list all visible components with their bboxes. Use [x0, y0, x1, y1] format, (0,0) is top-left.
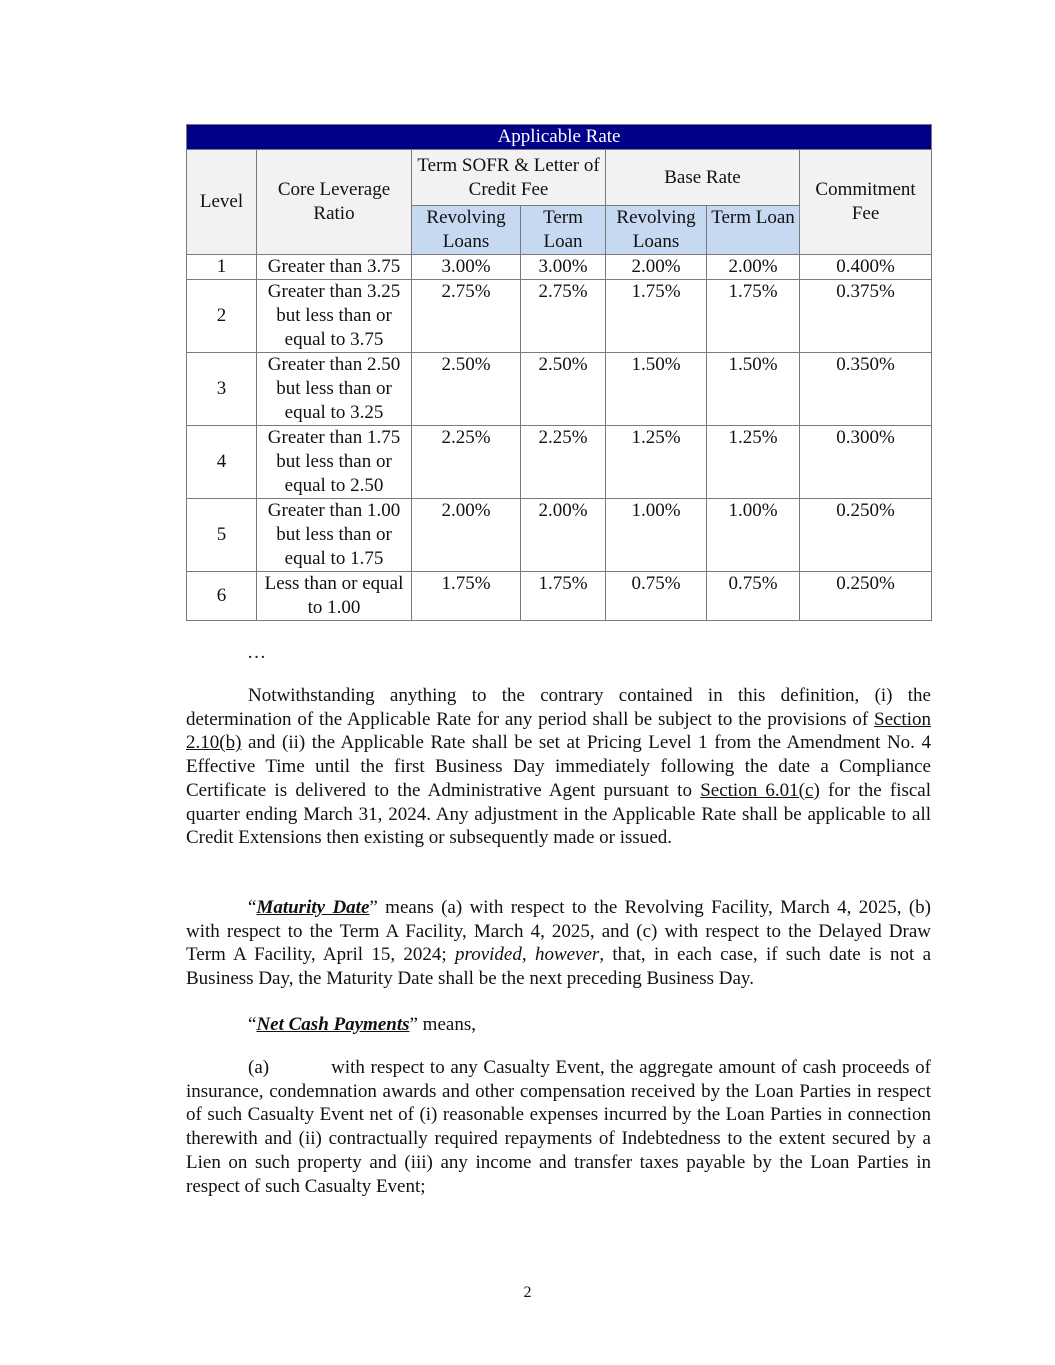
ellipsis: … [247, 642, 266, 663]
cell-sofr-revolving: 2.25% [412, 426, 521, 499]
header-term-sofr: Term SOFR & Letter of Credit Fee [412, 150, 606, 206]
applicable-rate-table [186, 124, 932, 621]
cell-ratio: Greater than 1.75 but less than or equal to 2.50 [257, 426, 412, 499]
cell-commitment-fee: 0.250% [800, 572, 932, 621]
cell-commitment-fee: 0.250% [800, 499, 932, 572]
text: ” means, [409, 1014, 476, 1035]
cell-sofr-term: 2.25% [521, 426, 606, 499]
cell-level: 3 [187, 353, 257, 426]
cell-sofr-revolving: 3.00% [412, 255, 521, 280]
cell-base-revolving: 1.25% [606, 426, 707, 499]
cell-ratio: Greater than 3.25 but less than or equal to 3.75 [257, 280, 412, 353]
table-row [187, 426, 932, 499]
header-base-term: Term Loan [707, 206, 800, 255]
paragraph-applicable-rate-notwithstanding [186, 684, 931, 850]
cell-sofr-term: 2.75% [521, 280, 606, 353]
header-sofr-term: Term Loan [521, 206, 606, 255]
text: for the fiscal quarter ending March 31, 2024. Any adjustment in the Applicable Rate shall be applicable to all Credit Extensions then existing or subsequently made or issued. [186, 779, 932, 849]
cell-base-revolving: 1.00% [606, 499, 707, 572]
quote: “ [248, 1014, 257, 1035]
cell-ratio: Greater than 3.75 [257, 255, 412, 280]
clause-label: (a) [248, 1057, 270, 1078]
header-core-leverage-ratio: Core Leverage Ratio [257, 150, 412, 255]
section-2-10-b-link[interactable]: Section 2.10(b) [186, 708, 931, 754]
text: , that, in each case, if such date is not a Business Day, the Maturity Date shall be the next preceding Business Day. [186, 944, 932, 990]
table-row [187, 499, 932, 572]
cell-sofr-term: 2.00% [521, 499, 606, 572]
italic-provided: provided [455, 944, 522, 966]
defined-term-net-cash-payments: Net Cash Payments [256, 1014, 410, 1035]
cell-level: 2 [187, 280, 257, 353]
text: with respect to any Casualty Event, the aggregate amount of cash proceeds of insurance, condemnation awards and other compensation received by the Loan Parties in respect of such Casualty Event net of (i) reasonable expenses incurred by the Loan Parties in connection therewith and (ii) contractually required repayments of Indebtedness to the extent secured by a Lien on such property and (iii) any income and transfer taxes payable by the Loan Parties in respect of such Casualty Event; [186, 1057, 931, 1197]
cell-level: 4 [187, 426, 257, 499]
cell-base-term: 2.00% [707, 255, 800, 280]
cell-sofr-term: 1.75% [521, 572, 606, 621]
quote: “ [248, 897, 257, 918]
italic-however: however [534, 944, 600, 966]
cell-base-revolving: 1.75% [606, 280, 707, 353]
cell-sofr-revolving: 2.50% [412, 353, 521, 426]
cell-ratio: Greater than 2.50 but less than or equal to 3.25 [257, 353, 412, 426]
cell-commitment-fee: 0.400% [800, 255, 932, 280]
cell-commitment-fee: 0.375% [800, 280, 932, 353]
header-sofr-revolving: Revolving Loans [412, 206, 521, 255]
cell-sofr-revolving: 2.75% [412, 280, 521, 353]
cell-commitment-fee: 0.300% [800, 426, 932, 499]
cell-base-revolving: 0.75% [606, 572, 707, 621]
cell-level: 5 [187, 499, 257, 572]
cell-level: 6 [187, 572, 257, 621]
header-level: Level [187, 150, 257, 255]
cell-base-term: 0.75% [707, 572, 800, 621]
cell-sofr-term: 2.50% [521, 353, 606, 426]
cell-ratio: Greater than 1.00 but less than or equal to 1.75 [257, 499, 412, 572]
table-row [187, 572, 932, 621]
cell-base-term: 1.25% [707, 426, 800, 499]
header-base-revolving: Revolving Loans [606, 206, 707, 255]
section-6-01-c-link[interactable]: Section 6.01(c) [700, 779, 820, 801]
header-base-rate: Base Rate [606, 150, 800, 206]
table-title: Applicable Rate [187, 125, 932, 150]
page-number: 2 [523, 1284, 532, 1301]
table-row [187, 280, 932, 353]
paragraph-maturity-date [186, 896, 931, 991]
cell-base-term: 1.00% [707, 499, 800, 572]
cell-commitment-fee: 0.350% [800, 353, 932, 426]
paragraph-clause-a [186, 1056, 931, 1198]
cell-base-revolving: 2.00% [606, 255, 707, 280]
paragraph-net-cash-payments [186, 1013, 931, 1037]
cell-sofr-term: 3.00% [521, 255, 606, 280]
header-commitment-fee: Commitment Fee [800, 150, 932, 255]
cell-base-term: 1.50% [707, 353, 800, 426]
text: , [521, 944, 535, 966]
cell-sofr-revolving: 2.00% [412, 499, 521, 572]
cell-sofr-revolving: 1.75% [412, 572, 521, 621]
table-row [187, 353, 932, 426]
cell-level: 1 [187, 255, 257, 280]
cell-base-term: 1.75% [707, 280, 800, 353]
cell-base-revolving: 1.50% [606, 353, 707, 426]
text: and (ii) the Applicable Rate shall be set at Pricing Level 1 from the Amendment No. 4 Effective Time until the first Business Day immediately following the date a Compliance Certificate is delivered to the Administrative Agent pursuant to [186, 732, 931, 801]
table-row [187, 255, 932, 280]
cell-ratio: Less than or equal to 1.00 [257, 572, 412, 621]
defined-term-maturity-date: Maturity Date [256, 897, 370, 918]
text: Notwithstanding anything to the contrary contained in this definition, (i) the determination of the Applicable Rate for any period shall be subject to the provisions of [186, 685, 931, 730]
text: ” means (a) with respect to the Revolving Facility, March 4, 2025, (b) with respect to the Term A Facility, March 4, 2025, and (c) with respect to the Delayed Draw Term A Facility, April 15, 2024; [186, 897, 931, 966]
